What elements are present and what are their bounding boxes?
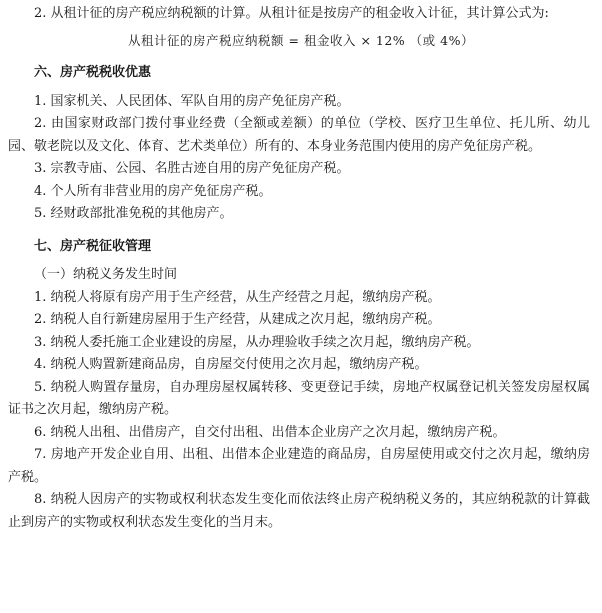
list-item: 3. 纳税人委托施工企业建设的房屋，从办理验收手续之次月起，缴纳房产税。 bbox=[34, 334, 480, 350]
list-item: 4. 个人所有非营业用的房产免征房产税。 bbox=[34, 183, 272, 199]
list-item: 5. 纳税人购置存量房，自办理房屋权属转移、变更登记手续，房地产权属登记机关签发房屋权属证书之次月起，缴纳房产税。 bbox=[8, 379, 590, 417]
formula-rent-based: 从租计征的房产税应纳税额 = 租金收入 × 12% （或 4%） bbox=[128, 32, 474, 48]
list-item: 8. 纳税人因房产的实物或权利状态发生变化而依法终止房产税纳税义务的，其应纳税款的计算截止到房产的实物或权利状态发生变化的当月末。 bbox=[8, 492, 590, 530]
list-item: 1. 纳税人将原有房产用于生产经营，从生产经营之月起，缴纳房产税。 bbox=[34, 289, 441, 305]
list-item: 3. 宗教寺庙、公园、名胜古迹自用的房产免征房产税。 bbox=[34, 161, 350, 176]
list-item: 4. 纳税人购置新建商品房，自房屋交付使用之次月起，缴纳房产税。 bbox=[34, 357, 428, 372]
subheading-obligation-time: （一）纳税义务发生时间 bbox=[34, 267, 178, 282]
section-heading-tax-incentives: 六、房产税税收优惠 bbox=[34, 65, 152, 80]
section-heading-collection-management: 七、房产税征收管理 bbox=[34, 238, 152, 254]
list-item: 2. 由国家财政部门拨付事业经费（全额或差额）的单位（学校、医疗卫生单位、托儿所、幼儿园、敬老院以及文化、体育、艺术类单位）所有的、本身业务范围内使用的房产免征房产税。 bbox=[8, 116, 590, 154]
paragraph-rent-based-calc: 2. 从租计征的房产税应纳税额的计算。从租计征是按房产的租金收入计征，其计算公式为: bbox=[34, 6, 549, 21]
list-item: 1. 国家机关、人民团体、军队自用的房产免征房产税。 bbox=[34, 93, 350, 109]
list-item: 2. 纳税人自行新建房屋用于生产经营，从建成之次月起，缴纳房产税。 bbox=[34, 312, 441, 327]
list-item: 5. 经财政部批准免税的其他房产。 bbox=[34, 206, 233, 221]
list-item: 7. 房地产开发企业自用、出租、出借本企业建造的商品房，自房屋使用或交付之次月起，缴纳房产税。 bbox=[8, 447, 590, 485]
list-item: 6. 纳税人出租、出借房产，自交付出租、出借本企业房产之次月起，缴纳房产税。 bbox=[34, 424, 506, 440]
